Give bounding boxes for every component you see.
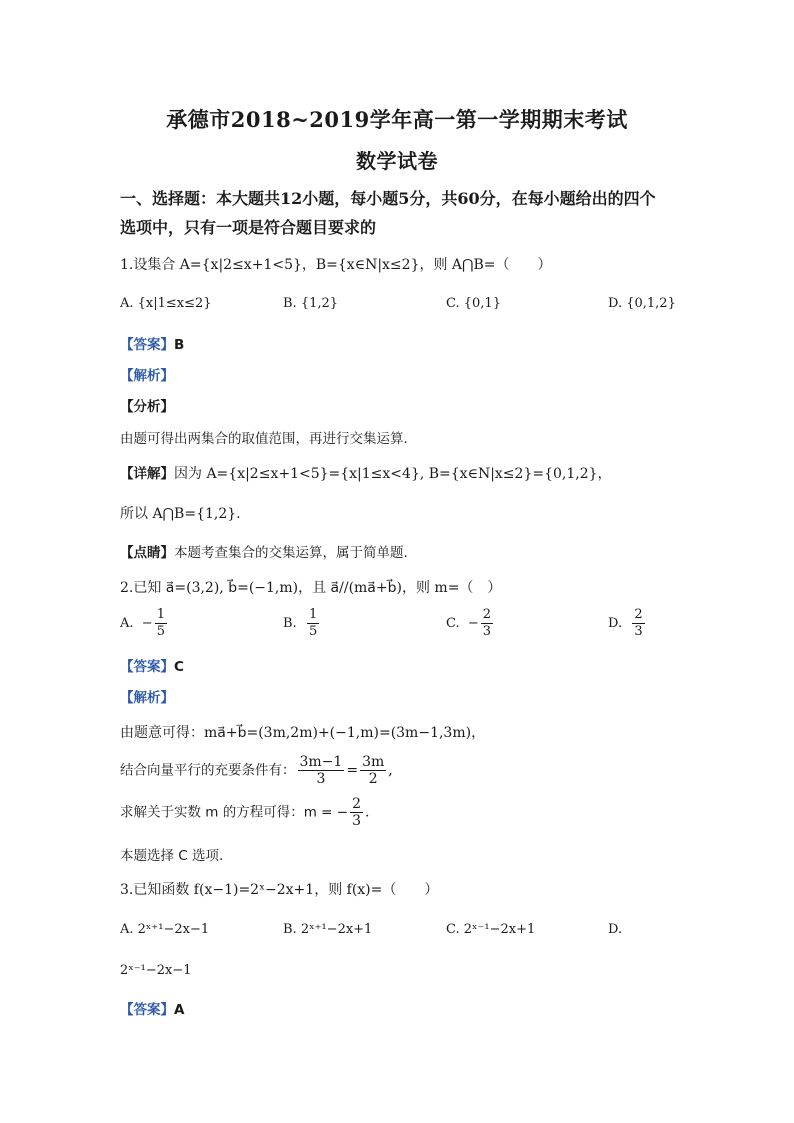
q1-explain-tag: 【解析】 (120, 368, 174, 384)
q2-answer: 【答案】C (120, 659, 184, 675)
section-heading-cont: 选项中，只有一项是符合题目要求的 (120, 218, 377, 237)
q1-analysis: 由题可得出两集合的取值范围，再进行交集运算. (120, 431, 408, 447)
question-2-stem: 2.已知 a⃗=(3,2), b⃗=(−1,m)，且 a⃗//(ma⃗+b⃗)，则 m=（ ） (120, 580, 502, 596)
q3-option-c: C. 2ˣ⁻¹−2x+1 (446, 922, 536, 937)
q2-option-a: A. − $\frac{1}{5}$ (120, 607, 165, 639)
q2-option-d: D. $\frac{2}{3}$ (608, 607, 643, 639)
q2-solution-line-4: 本题选择 C 选项. (120, 848, 224, 864)
q2-solution-line-3: 求解关于实数 m 的方程可得：m = − $\frac{2}{3}$ . (120, 796, 370, 829)
question-3-stem: 3.已知函数 f(x−1)=2ˣ−2x+1，则 f(x)=（ ） (120, 882, 439, 898)
section-heading: 一、选择题：本大题共12小题，每小题5分，共60分，在每小题给出的四个 (120, 189, 656, 208)
q2-option-c: C. − $\frac{2}{3}$ (446, 607, 492, 639)
q2-solution-line-2: 结合向量平行的充要条件有： $\frac{3m-1}{3}$ = $\frac{3m}{2}$ , (120, 754, 393, 787)
q3-option-d: D. (608, 922, 623, 937)
q1-detail-line2: 所以 A⋂B={1,2}. (120, 506, 241, 522)
question-1-stem: 1.设集合 A={x|2≤x+1<5}，B={x∈N|x≤2}，则 A⋂B=（ ） (120, 257, 552, 273)
q2-solution-line-1: 由题意可得：ma⃗+b⃗=(3m,2m)+(−1,m)=(3m−1,3m)， (120, 725, 486, 741)
q3-option-a: A. 2ˣ⁺¹−2x−1 (120, 922, 210, 937)
q3-option-d-body: 2ˣ⁻¹−2x−1 (120, 963, 192, 978)
q1-detail: 【详解】因为 A={x|2≤x+1<5}={x|1≤x<4}, B={x∈N|x≤2}={0,1,2}， (120, 466, 612, 482)
page-subtitle: 数学试卷 (356, 149, 438, 173)
q1-comment: 【点睛】本题考查集合的交集运算，属于简单题. (120, 545, 408, 561)
q1-analysis-tag: 【分析】 (120, 399, 174, 415)
q1-option-c: C. {0,1} (446, 296, 501, 311)
q1-option-b: B. {1,2} (283, 296, 339, 311)
q2-explain-tag: 【解析】 (120, 690, 174, 706)
q1-answer: 【答案】B (120, 337, 185, 353)
page-title: 承德市2018~2019学年高一第一学期期末考试 (166, 107, 628, 132)
q3-option-b: B. 2ˣ⁺¹−2x+1 (283, 922, 373, 937)
q3-answer: 【答案】A (120, 1002, 185, 1018)
q2-option-b: B. $\frac{1}{5}$ (283, 607, 318, 639)
q1-option-d: D. {0,1,2} (608, 296, 676, 311)
q1-option-a: A. {x|1≤x≤2} (120, 296, 212, 311)
